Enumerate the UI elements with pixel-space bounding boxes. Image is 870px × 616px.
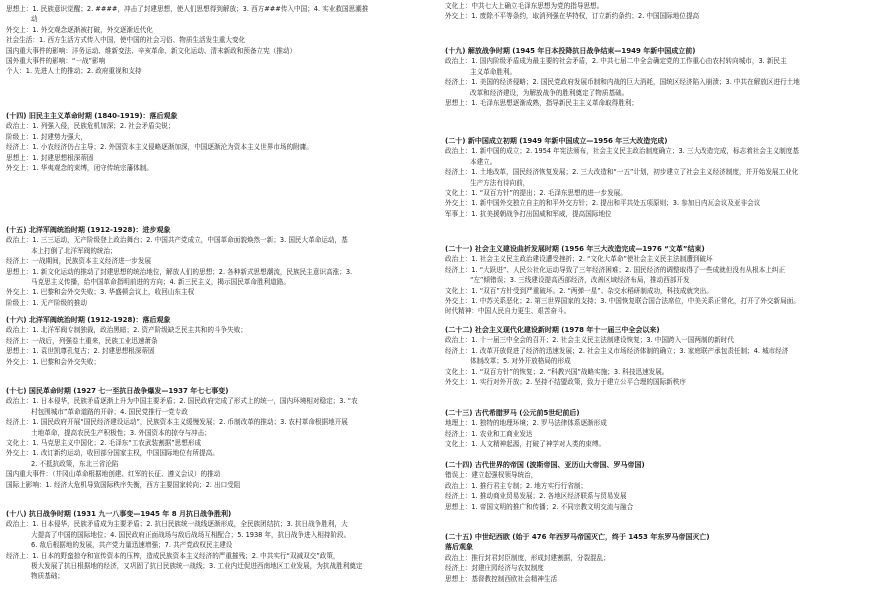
text-line: 文化上：1. “双百方针”的提出；2. 毛泽东思想的进一步发展。: [445, 189, 627, 198]
text-line: 思想上：1. 民族意识觉醒；2. ####，冲击了封建思想，使人们思想得到解放；3. 西方###传入中国；4. 实业救国思潮推: [6, 5, 369, 13]
section-block: [445, 46, 865, 108]
text-line: 外交上：1. 华夷观念的束缚，闭守传统宗藩体制。: [6, 164, 153, 173]
text-line: 政治上：1. 日本侵华，民族矛盾逐渐上升为中国主要矛盾；2. 国民政府完成了形式上的统一，国内环境相对稳定；3. “农: [6, 397, 358, 406]
text-line: 思想上：1. 帝国文明的推广和传播；2. 不同宗教文明交流与融合: [445, 502, 634, 511]
text-line: 经济上：1. 小农经济仍占主导；2. 外国资本主义侵略逐渐加深，中国逐渐沦为资本主义世界市场的附庸。: [6, 143, 313, 152]
section-heading: (二十二) 社会主义现代化建设新时期 (1978 年十一届三中全会以来): [445, 326, 660, 334]
text-line: 政治上：1. 三三运动，无产阶级登上政治舞台；2. 中国共产党成立，中国革命面貌焕然一新；3. 国民大革命运动，基: [6, 236, 348, 245]
text-line: 经济上：1. 日本的野蛮掠夺和宣传资本的压榨，造成民族资本主义经济的严重摧残；2. 中共实行“双减双交”政策，: [6, 551, 340, 560]
text-line: 时代精神：中国人民自力更生、艰苦奋斗。: [445, 307, 571, 316]
text-line: 地理上：1. 独特的地理环境；2. 罗马法律体系逐渐形成: [445, 419, 607, 428]
section-heading: (二十四) 古代世界的帝国 (波斯帝国、亚历山大帝国、罗马帝国): [445, 461, 645, 469]
text-line: 外交上：1. 实行对外开放；2. 坚持不结盟政策，致力于建立公平合理的国际新秩序: [445, 378, 686, 387]
section-block: [6, 4, 430, 77]
text-line: 政治上：1. 新中国的成立；2. 1954 年宪法颁布，社会主义民主政治制度确立；3. 三大改造完成，标志着社会主义制度基: [445, 147, 799, 156]
text-line: 马克思主义传播，给中国革命指明前进的方向；4. 新三民主义，揭示国民革命胜利道路。: [31, 278, 290, 287]
section-block: [6, 509, 430, 582]
text-line: 思想上：1. 毛泽东思想逐渐成熟，指导新民主主义革命取得胜利；: [445, 99, 639, 108]
text-line: 国内重大事件：（井冈山革命根据地创建、红军的长征、遵义会议）的推动: [6, 470, 221, 479]
text-line: 外交上：1. 外交观念逐渐被打破，外交逐渐近代化: [6, 25, 153, 34]
section-heading: (十四) 旧民主主义革命时期 (1840-1919)：落后观象: [6, 112, 178, 120]
text-line: 个人：1. 先进人士的推动；2. 政府重视和支持: [6, 67, 142, 76]
text-line: 政治上：1. 北洋军阀专制独裁，政治黑暗；2. 资产阶级缺乏民主共和的斗争失败；: [6, 326, 247, 335]
text-line: 经济上：1. 国民政府开展“国民经济建设运动”，民族资本主义缓慢发展；2. 币制改革的推动；3. 农村革命根据地开展: [6, 418, 348, 427]
section-block: [445, 1, 865, 22]
text-line: 思想上：基督教控制西欧社会精神生活: [445, 574, 558, 583]
text-line: 生产方法有待向前，: [470, 178, 530, 187]
text-line: 6. 敌后根据地的发展，共产党力量迅速增强；7. 共产党政权民主建设: [31, 541, 233, 550]
text-line: 经济上：封建庄园经济与农奴制度: [445, 564, 544, 573]
section-heading: (二十五) 中世纪西欧 (始于 476 年西罗马帝国灭亡，终于 1453 年东罗马帝国灭亡): [445, 533, 710, 541]
text-line: 土地革命，提高农民生产积极性；3. 外国资本的掠夺与冲击；: [31, 428, 211, 437]
section-heading: (二十) 新中国成立初期 (1949 年新中国成立—1956 年三大改造完成): [445, 137, 668, 145]
text-line: 错误上：建立起强权领导统治，: [445, 471, 538, 480]
text-line: 主义革命胜利。: [470, 67, 517, 76]
section-heading: (十九) 解放战争时期 (1945 年日本投降抗日战争结束—1949 年新中国成立前): [445, 47, 696, 55]
text-line: 经济上：1. 改革开放促进了经济的迅速发展；2. 社会主义市场经济体制的确立；3. 家庭联产承包责任制；4. 城市经济: [445, 346, 789, 355]
text-line: 社会生活：1. 西方生活方式传入中国，使中国的社会习俗、物质生活发生重大变化: [6, 36, 246, 45]
text-line: 改革和经济建设，为解放战争的胜利奠定了物质基础。: [470, 88, 629, 97]
text-line: 外交上：1. 中苏关系恶化；2. 第三世界国家的支持；3. 中国恢复联合国合法席位，中美关系正常化，打开了外交新局面。: [445, 297, 800, 306]
text-line: 物质基础；: [31, 572, 64, 581]
text-line: 政治上：1. 日本侵华，民族矛盾成为主要矛盾；2. 抗日民族统一战线逐渐形成，全民族团结抗；3. 抗日战争胜利，大: [6, 520, 348, 529]
text-line: 2. 不抵抗政策，东北三省沦陷: [31, 459, 119, 468]
text-line: 经济上：1. 土地改革，国民经济恢复发展；2. 三大改造和“一五”计划，初步建立了社会主义经济制度，并开始发展工业化: [445, 168, 799, 177]
section-heading: (十八) 抗日战争时期 (1931 九一八事变—1945 年 8 月抗日战争胜利): [6, 510, 232, 518]
text-line: 外交上：1. 改订新约运动，收回部分国家主权，中国国际地位有所提高。: [6, 449, 219, 458]
text-line: 国内重大事件的影响：洋务运动、维新变法、辛亥革命、新文化运动、清末新政和预备立宪（推动）: [6, 46, 297, 55]
text-line: 文化上：1. “双百”方针受到严重破坏。2. “两弹一星”、杂交水稻研制成功，科技成就突出。: [445, 286, 713, 295]
text-line: 政治上：1. 国内阶级矛盾成为最主要的社会矛盾，2. 中共七届二中全会确定党的工作重心由农村转向城市，3. 新民主: [445, 57, 787, 66]
section-block: [445, 325, 865, 387]
section-block: [445, 244, 865, 317]
text-line: 文化上：1. 马克思主义中国化；2. 毛泽东“工农武装割据”思想形成: [6, 439, 202, 448]
text-line: 阶级上：1. 封建势力强大，: [6, 132, 87, 141]
section-block: [6, 111, 430, 173]
text-line: 政治上：1. 十一届三中全会的召开；2. 社会主义民主法制建设恢复；3. 中国跨入一国两制的新时代: [445, 336, 734, 345]
text-line: 国际上影响：1. 经济大危机导致国际秩序失衡，西方主要国家转向；2. 出口受阻: [6, 480, 241, 489]
text-line: 经济上：1. 推动商业贸易发展；2. 各地区经济联系与贸易发展: [445, 492, 627, 501]
text-line: 阶级上：1. 无产阶级的推动: [6, 298, 87, 307]
text-line: 动: [31, 15, 38, 24]
section-block: [445, 136, 865, 219]
text-line: 外交上：1. 新中国外交独立自主的和平外交方针；2. 提出和平共处五项原则；3. 参加日内瓦会议及亚非会议: [445, 199, 761, 208]
section-heading: (十五) 北洋军阀统治时期 (1912-1928)：进步观象: [6, 226, 171, 234]
text-line: 体制改革；5. 对外开放格局的形成: [470, 357, 571, 366]
text-line: 极大发展了抗日根据地的经济，又巩固了抗日民族统一战线；3. 工业内迁促进西南地区工业发展，为抗战胜利奠定: [31, 562, 363, 571]
text-line: “左”倾错误；3. 三线建设提高西部经济，改善区域经济布局，推动西部开发: [470, 276, 690, 285]
text-line: 村包围城市”革命道路的开辟；4. 国民党推行一党专政: [31, 407, 188, 416]
text-line: 文化上：中共七大上确立毛泽东思想为党的指导思想。: [445, 2, 604, 10]
section-block: [6, 386, 430, 490]
text-line: 经济上：1. 农业和工商业发达: [445, 429, 533, 438]
section-block: [445, 532, 865, 584]
text-line: 经济上：1. 美国的经济侵略；2. 国民党政府发展币制和内战的巨大消耗，国统区经济陷入崩溃；3. 中共在解放区进行土地: [445, 78, 800, 87]
text-line: 思想上：1. 袁世凯尊孔复古；2. 封建思想根深蒂固: [6, 347, 155, 356]
text-line: 军事上：1. 抗美援朝战争打出国威和军威，提高国际地位: [445, 209, 612, 218]
text-line: 经济上：一战后，列强卷土重来，民族工业迅速萧条: [6, 336, 158, 345]
section-heading: (十七) 国民革命时期 (1927 七一至抗日战争爆发—1937 年七七事变): [6, 387, 229, 395]
text-line: 政治上：1. 推行君主专制；2. 地方实行行省制；: [445, 481, 588, 490]
text-line: 思想上：1. 封建思想根深蒂固: [6, 153, 94, 162]
section-block: [6, 315, 430, 367]
text-line: 政治上：推行封君封臣制度，形成封建割据，分裂混乱；: [445, 553, 610, 562]
section-heading: (十六) 北洋军阀统治时期 (1912-1928)：落后观象: [6, 316, 171, 324]
text-line: 外交上：1. 废除不平等条约，取消列强在华特权，订立新约条约；2. 中国国际地位提高: [445, 12, 700, 21]
text-line: 文化上：1. 人文精神起源，打破了神学对人类的束缚。: [445, 440, 606, 449]
text-line: 文化上：1. “双百方针”的恢复；2. “科教兴国”战略实施；3. 科技迅速发展。: [445, 367, 669, 376]
section-block: [445, 460, 865, 512]
text-line: 国外重大事件的影响：“一战”影响: [6, 57, 106, 66]
section-heading: 落后观象: [445, 543, 473, 552]
text-line: 本上打倒了北洋军阀的统治；: [31, 246, 117, 255]
section-block: [445, 408, 865, 450]
section-block: [6, 225, 430, 308]
text-line: 经济上：一战期间，民族资本主义经济进一步发展: [6, 257, 152, 266]
text-line: 政治上：1. 社会主义民主政治建设遭受挫折；2. “文化大革命”使社会主义民主法制遭到破坏: [445, 255, 713, 264]
text-line: 外交上：1. 巴黎和会外交失败；: [6, 357, 101, 366]
section-heading: (二十一) 社会主义建设曲折发展时期 (1956 年三大改造完成—1976 “文革”结束): [445, 245, 705, 253]
text-line: 思想上：1. 新文化运动的推动了封建思想的统治地位，解放人们的思想；2. 各种新式思想潮流，民族民主意识高涨；3.: [6, 267, 353, 276]
text-line: 大提高了中国的国际地位；4. 国民政府正面战场与敌后战场互相配合；5. 1938 年，抗日战争进入相持阶段。: [31, 530, 351, 539]
text-line: 本建立。: [470, 157, 497, 166]
text-line: 政治上：1. 列强入侵，民族危机加深；2. 社会矛盾尖锐；: [6, 122, 175, 131]
section-heading: (二十三) 古代希腊罗马 (公元前5世纪前后): [445, 409, 580, 417]
text-line: 外交上：1. 巴黎和会外交失败；3. 华盛顿会议上，收回山东主权: [6, 288, 195, 297]
text-line: 经济上：1. “大跃进”、人民公社化运动导致了三年经济困难；2. 国民经济的调整取得了一些成就但没有从根本上纠正: [445, 265, 786, 274]
